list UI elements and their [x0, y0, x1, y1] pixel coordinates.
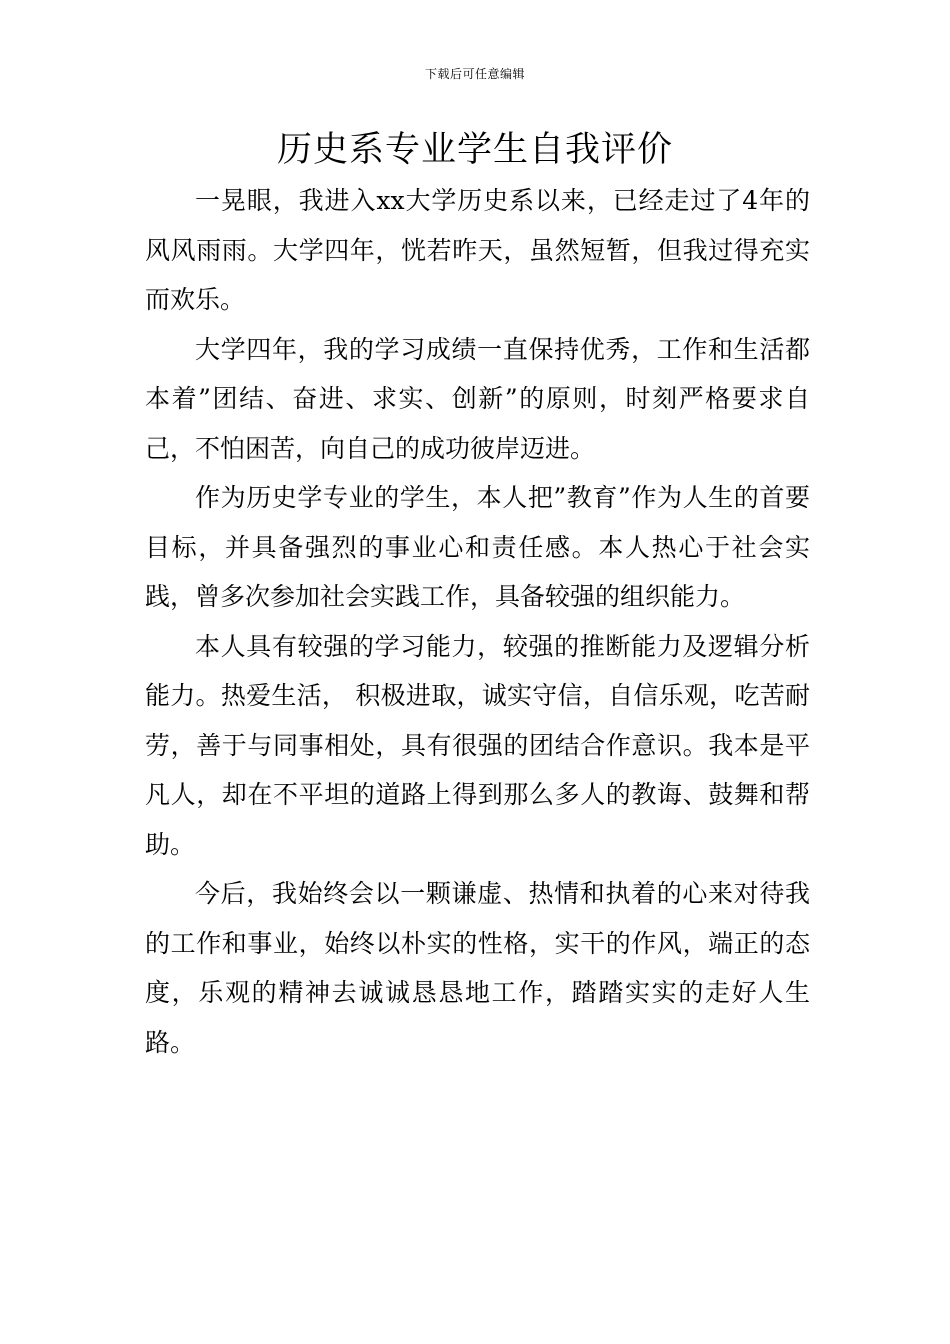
paragraph-5: 今后，我始终会以一颗谦虚、热情和执着的心来对待我的工作和事业，始终以朴实的性格，实干的作风，端正的态度，乐观的精神去诚诚恳恳地工作，踏踏实实的走好人生路。 — [145, 879, 810, 1057]
document-title: 历史系专业学生自我评价 — [276, 130, 673, 170]
document-body — [145, 176, 810, 1067]
header-note: 下载后可任意编辑 — [424, 67, 525, 81]
paragraph-4: 本人具有较强的学习能力，较强的推断能力及逻辑分析能力。热爱生活， 积极进取，诚实守信，自信乐观，吃苦耐劳，善于与同事相处，具有很强的团结合作意识。我本是平凡人，却在不平坦的道路上得到那么多人的教诲、鼓舞和帮助。 — [145, 631, 810, 859]
paragraph-1: 一晃眼，我进入xx大学历史系以来，已经走过了4年的风风雨雨。大学四年，恍若昨天，虽然短暂，但我过得充实而欢乐。 — [145, 186, 810, 314]
paragraph-2: 大学四年，我的学习成绩一直保持优秀，工作和生活都本着”团结、奋进、求实、创新”的原则，时刻严格要求自己，不怕困苦，向自己的成功彼岸迈进。 — [145, 334, 810, 463]
paragraph-3: 作为历史学专业的学生，本人把”教育”作为人生的首要目标，并具备强烈的事业心和责任感。本人热心于社会实践，曾多次参加社会实践工作，具备较强的组织能力。 — [145, 483, 810, 611]
